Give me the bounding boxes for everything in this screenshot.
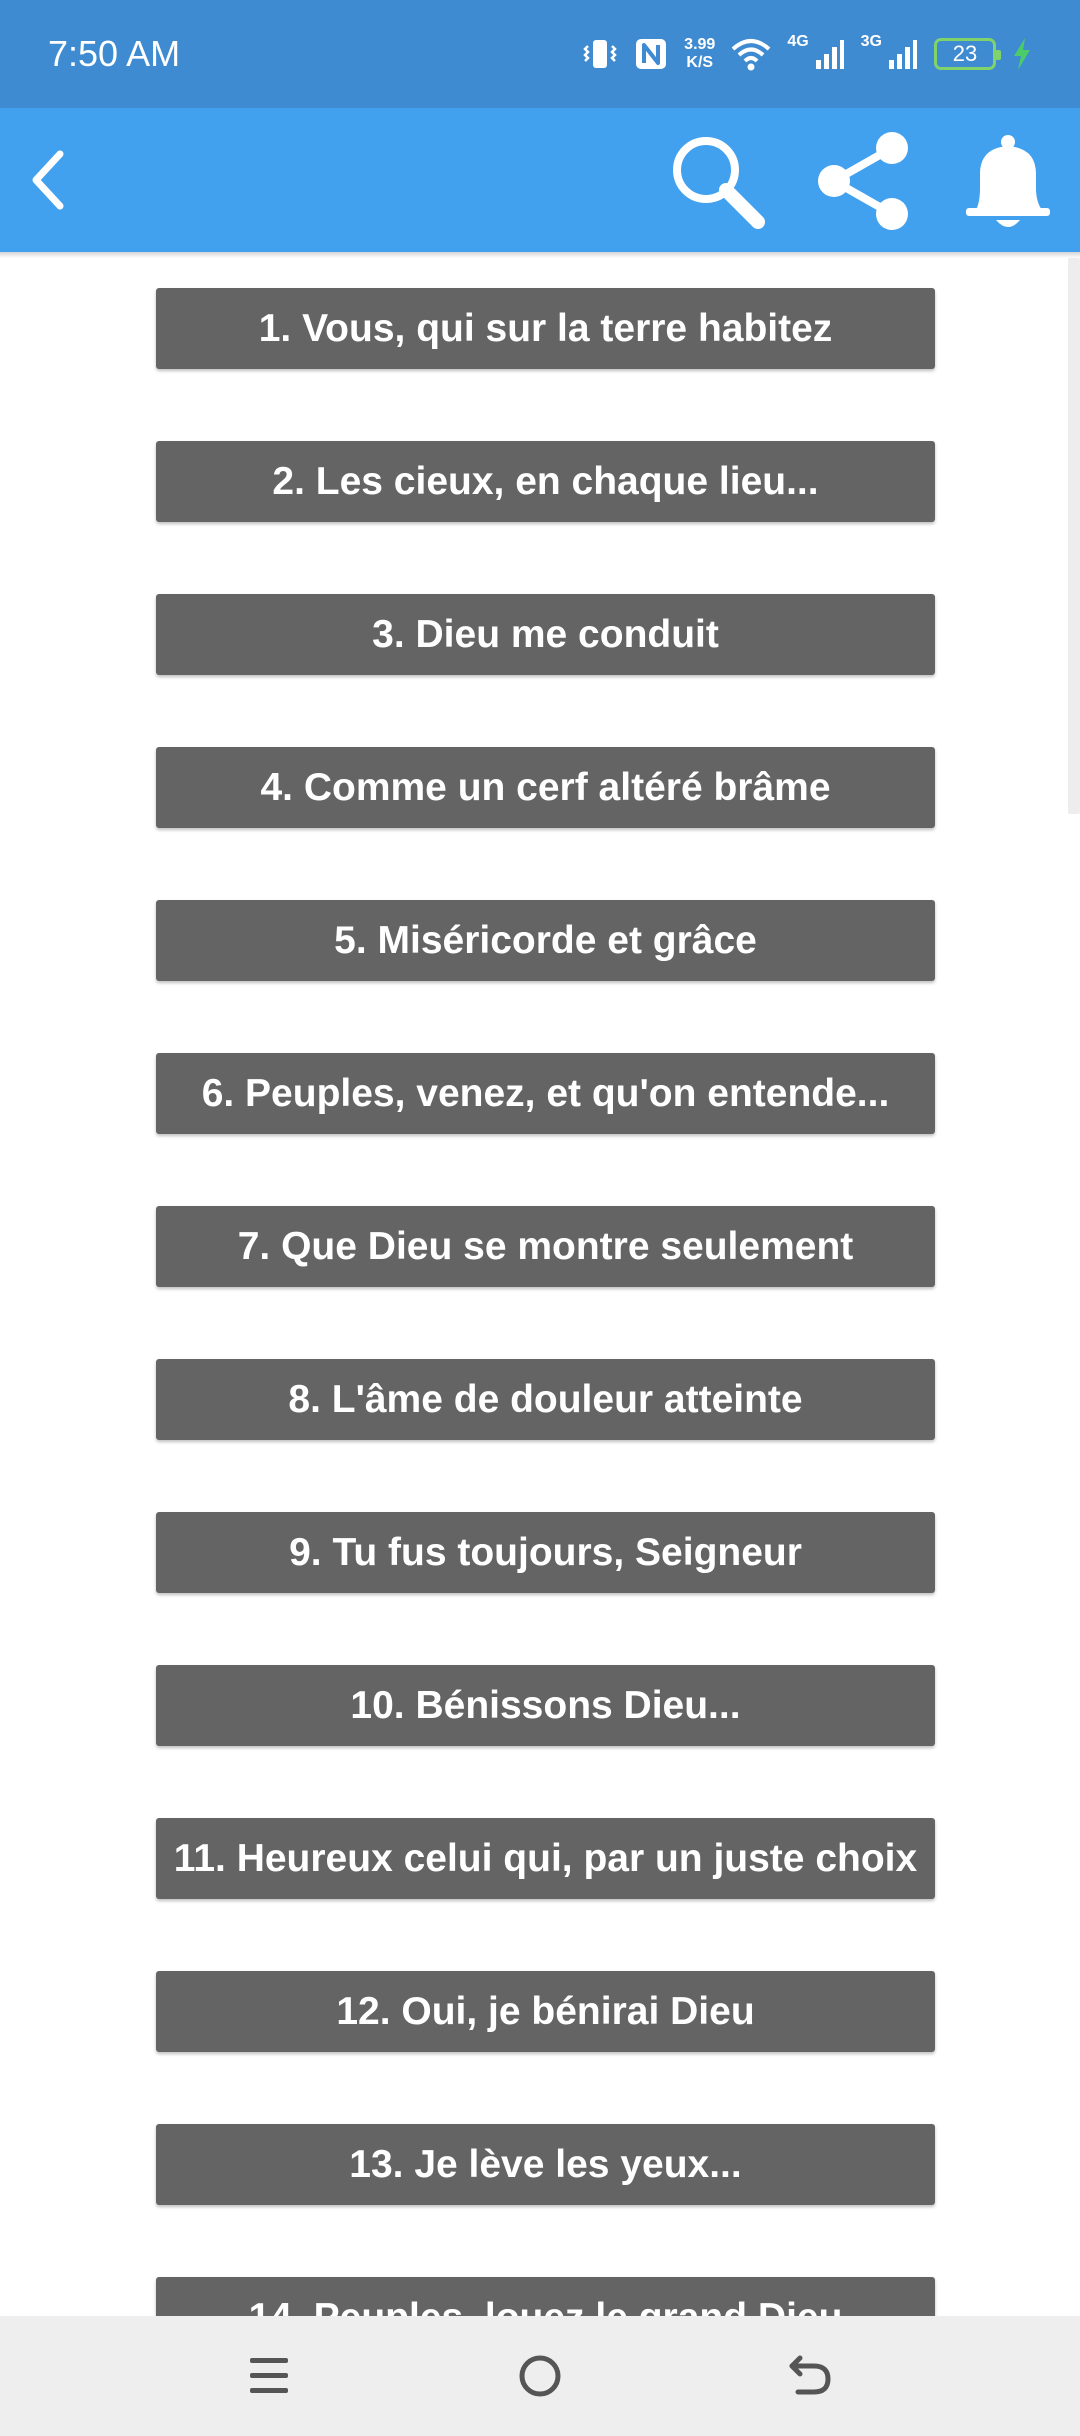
psalm-button-6[interactable]: 6. Peuples, venez, et qu'on entende... [156,1053,935,1134]
psalm-button-9[interactable]: 9. Tu fus toujours, Seigneur [156,1512,935,1593]
psalm-button-8[interactable]: 8. L'âme de douleur atteinte [156,1359,935,1440]
psalm-button-4[interactable]: 4. Comme un cerf altéré brâme [156,747,935,828]
psalm-button-1[interactable]: 1. Vous, qui sur la terre habitez [156,288,935,369]
psalm-list[interactable] [0,258,1080,2316]
scrollbar[interactable] [1068,258,1080,814]
home-icon[interactable] [510,2346,570,2406]
psalm-button-3[interactable]: 3. Dieu me conduit [156,594,935,675]
psalm-button-10[interactable]: 10. Bénissons Dieu... [156,1665,935,1746]
charging-icon [1012,37,1032,71]
psalm-button-2[interactable]: 2. Les cieux, en chaque lieu... [156,441,935,522]
menu-icon[interactable] [240,2346,300,2406]
psalm-button-5[interactable]: 5. Miséricorde et grâce [156,900,935,981]
status-bar [0,0,1080,108]
status-time: 7:50 AM [48,33,181,74]
search-icon[interactable] [664,128,770,234]
app-bar [0,108,1080,252]
status-icons [582,33,1032,72]
wifi-icon [731,37,771,71]
net-speed-value: 3.99 [684,36,716,53]
share-icon[interactable] [810,128,916,234]
network-type-1: 4G [787,33,809,50]
battery-level: 23 [952,41,978,66]
psalm-button-13[interactable]: 13. Je lève les yeux... [156,2124,935,2205]
vibrate-icon [582,36,618,72]
net-speed [684,36,715,72]
battery-icon [934,38,996,70]
nfc-icon [634,37,668,71]
psalm-button-7[interactable]: 7. Que Dieu se montre seulement [156,1206,935,1287]
signal-icon [815,38,845,70]
psalm-button-12[interactable]: 12. Oui, je bénirai Dieu [156,1971,935,2052]
psalm-button-11[interactable]: 11. Heureux celui qui, par un juste choix [156,1818,935,1899]
system-nav-bar [0,2316,1080,2436]
notification-bell-icon[interactable] [958,132,1058,236]
back-arrow-icon[interactable] [18,144,82,216]
signal-icon-2 [888,38,918,70]
network-type-2: 3G [860,33,882,50]
net-speed-unit: K/S [686,54,714,71]
back-icon[interactable] [780,2346,840,2406]
